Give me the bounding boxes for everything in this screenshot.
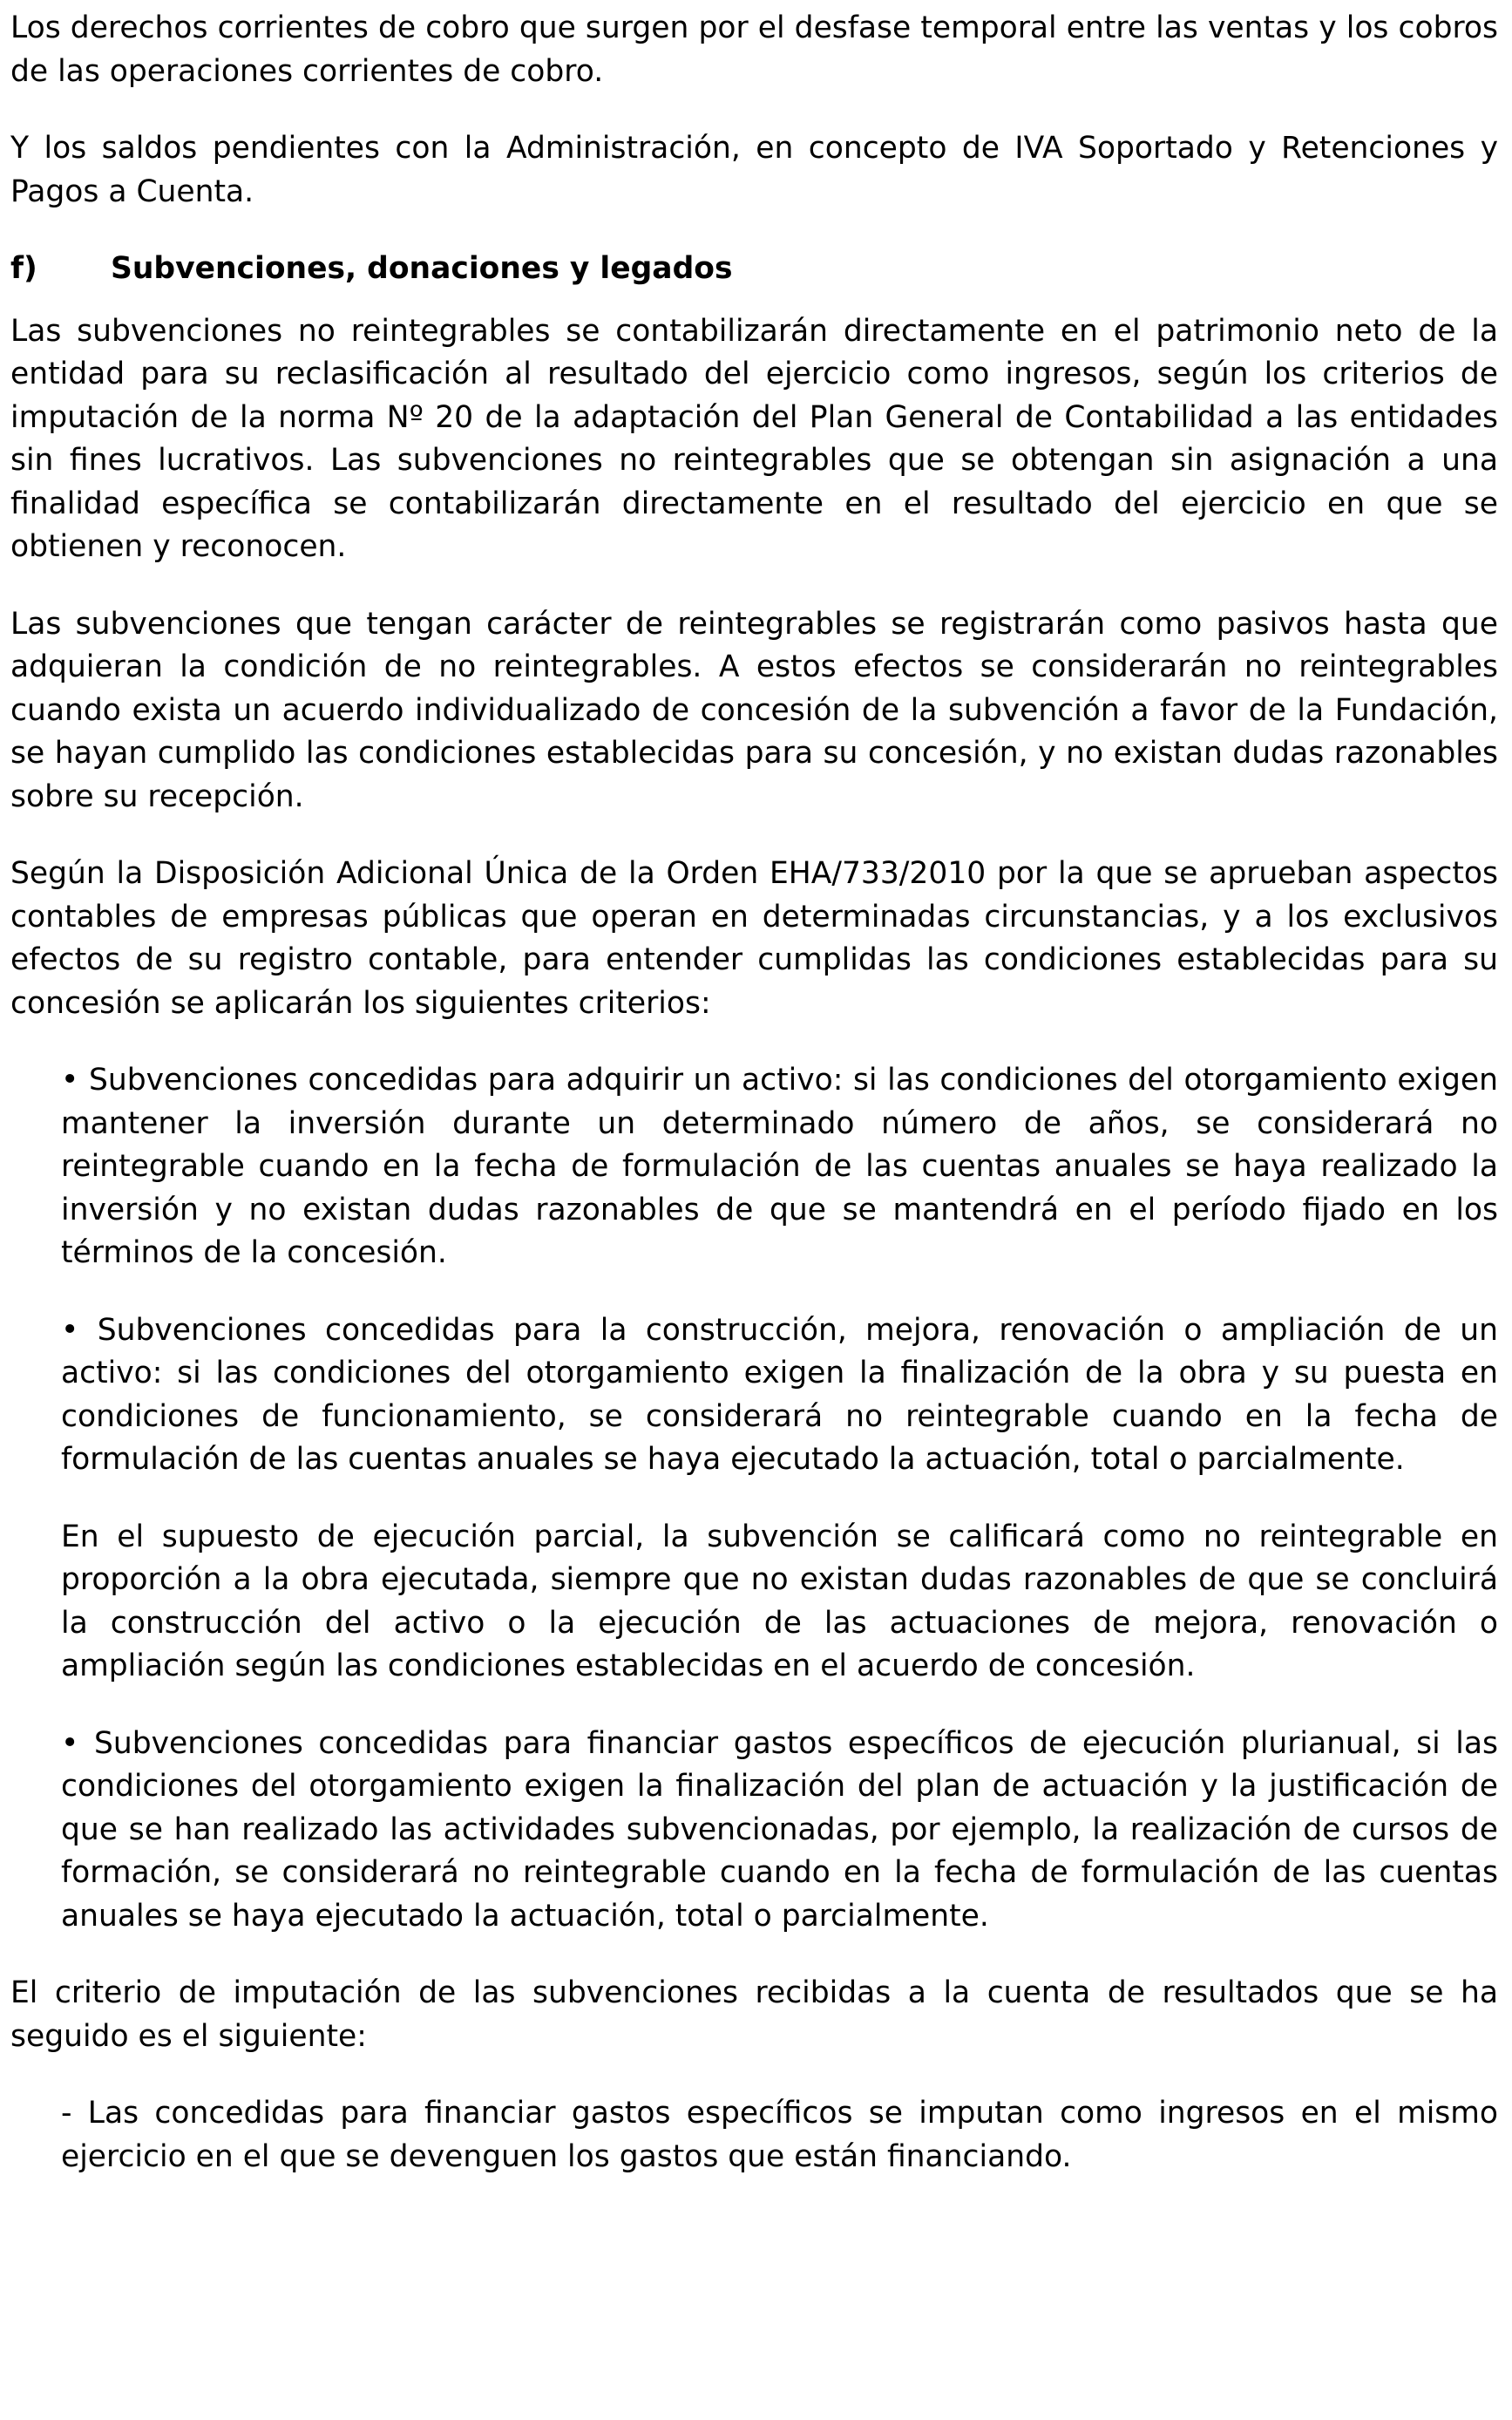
paragraph-no-reintegrables: Las subvenciones no reintegrables se contabilizarán directamente en el patrimonio neto de la entidad para su reclasificación al resultado del ejercicio como ingresos, según los criterios de imputación de la norma Nº 20 de la adaptación del Plan General de Contabilidad a las entidades sin fines lucrativos. Las subvenciones no reintegrables que se obtengan sin asignación a una finalidad específica se contabilizarán directamente en el resultado del ejercicio en que se obtienen y reconocen. <box>10 313 1498 564</box>
paragraph-derechos-cobro: Los derechos corrientes de cobro que surgen por el desfase temporal entre las ventas y los cobros de las operaciones corrientes de cobro. <box>10 10 1498 89</box>
bullet-adquirir-activo: • Subvenciones concedidas para adquirir un activo: si las condiciones del otorgamiento exigen mantener la inversión durante un determinado número de años, se considerará no reintegrable cuando en la fecha de formulación de las cuentas anuales se haya realizado la inversión y no existan dudas razonables de que se mantendrá en el período fijado en los términos de la concesión. <box>61 1063 1498 1270</box>
paragraph-saldos-administracion: Y los saldos pendientes con la Administración, en concepto de IVA Soportado y Retenciones y Pagos a Cuenta. <box>10 131 1498 209</box>
section-heading <box>10 248 1498 291</box>
bullet-gastos-plurianual: • Subvenciones concedidas para financiar gastos específicos de ejecución plurianual, si las condiciones del otorgamiento exigen la finalización del plan de actuación y la justificación de que se han realizado las actividades subvencionadas, por ejemplo, la realización de cursos de formación, se considerará no reintegrable cuando en la fecha de formulación de las cuentas anuales se haya ejecutado la actuación, total o parcialmente. <box>61 1725 1498 1934</box>
paragraph-reintegrables: Las subvenciones que tengan carácter de reintegrables se registrarán como pasivos hasta que adquieran la condición de no reintegrables. A estos efectos se considerarán no reintegrables cuando exista un acuerdo individualizado de concesión de la subvención a favor de la Fundación, se hayan cumplido las condiciones establecidas para su concesión, y no existan dudas razonables sobre su recepción. <box>10 606 1498 814</box>
section-title: Subvenciones, donaciones y legados <box>111 251 733 286</box>
list-item-gastos-especificos: - Las concedidas para financiar gastos específicos se imputan como ingresos en el mismo ejercicio en el que se devenguen los gastos que están financiando. <box>61 2096 1498 2174</box>
paragraph-ejecucion-parcial: En el supuesto de ejecución parcial, la subvención se calificará como no reintegrable en proporción a la obra ejecutada, siempre que no existan dudas razonables de que se concluirá la construcción del activo o la ejecución de las actuaciones de mejora, renovación o ampliación según las condiciones establecidas en el acuerdo de concesión. <box>61 1519 1498 1683</box>
bullet-construccion-activo: • Subvenciones concedidas para la construcción, mejora, renovación o ampliación de un activo: si las condiciones del otorgamiento exigen la finalización de la obra y su puesta en condiciones de funcionamiento, se considerará no reintegrable cuando en la fecha de formulación de las cuentas anuales se haya ejecutado la actuación, total o parcialmente. <box>61 1312 1498 1477</box>
paragraph-criterio-imputacion: El criterio de imputación de las subvenciones recibidas a la cuenta de resultados que se ha seguido es el siguiente: <box>10 1975 1498 2054</box>
paragraph-disposicion-adicional: Según la Disposición Adicional Única de la Orden EHA/733/2010 por la que se aprueban aspectos contables de empresas públicas que operan en determinadas circunstancias, y a los exclusivos efectos de su registro contable, para entender cumplidas las condiciones establecidas para su concesión se aplicarán los siguientes criterios: <box>10 856 1498 1021</box>
section-letter: f) <box>10 251 37 286</box>
